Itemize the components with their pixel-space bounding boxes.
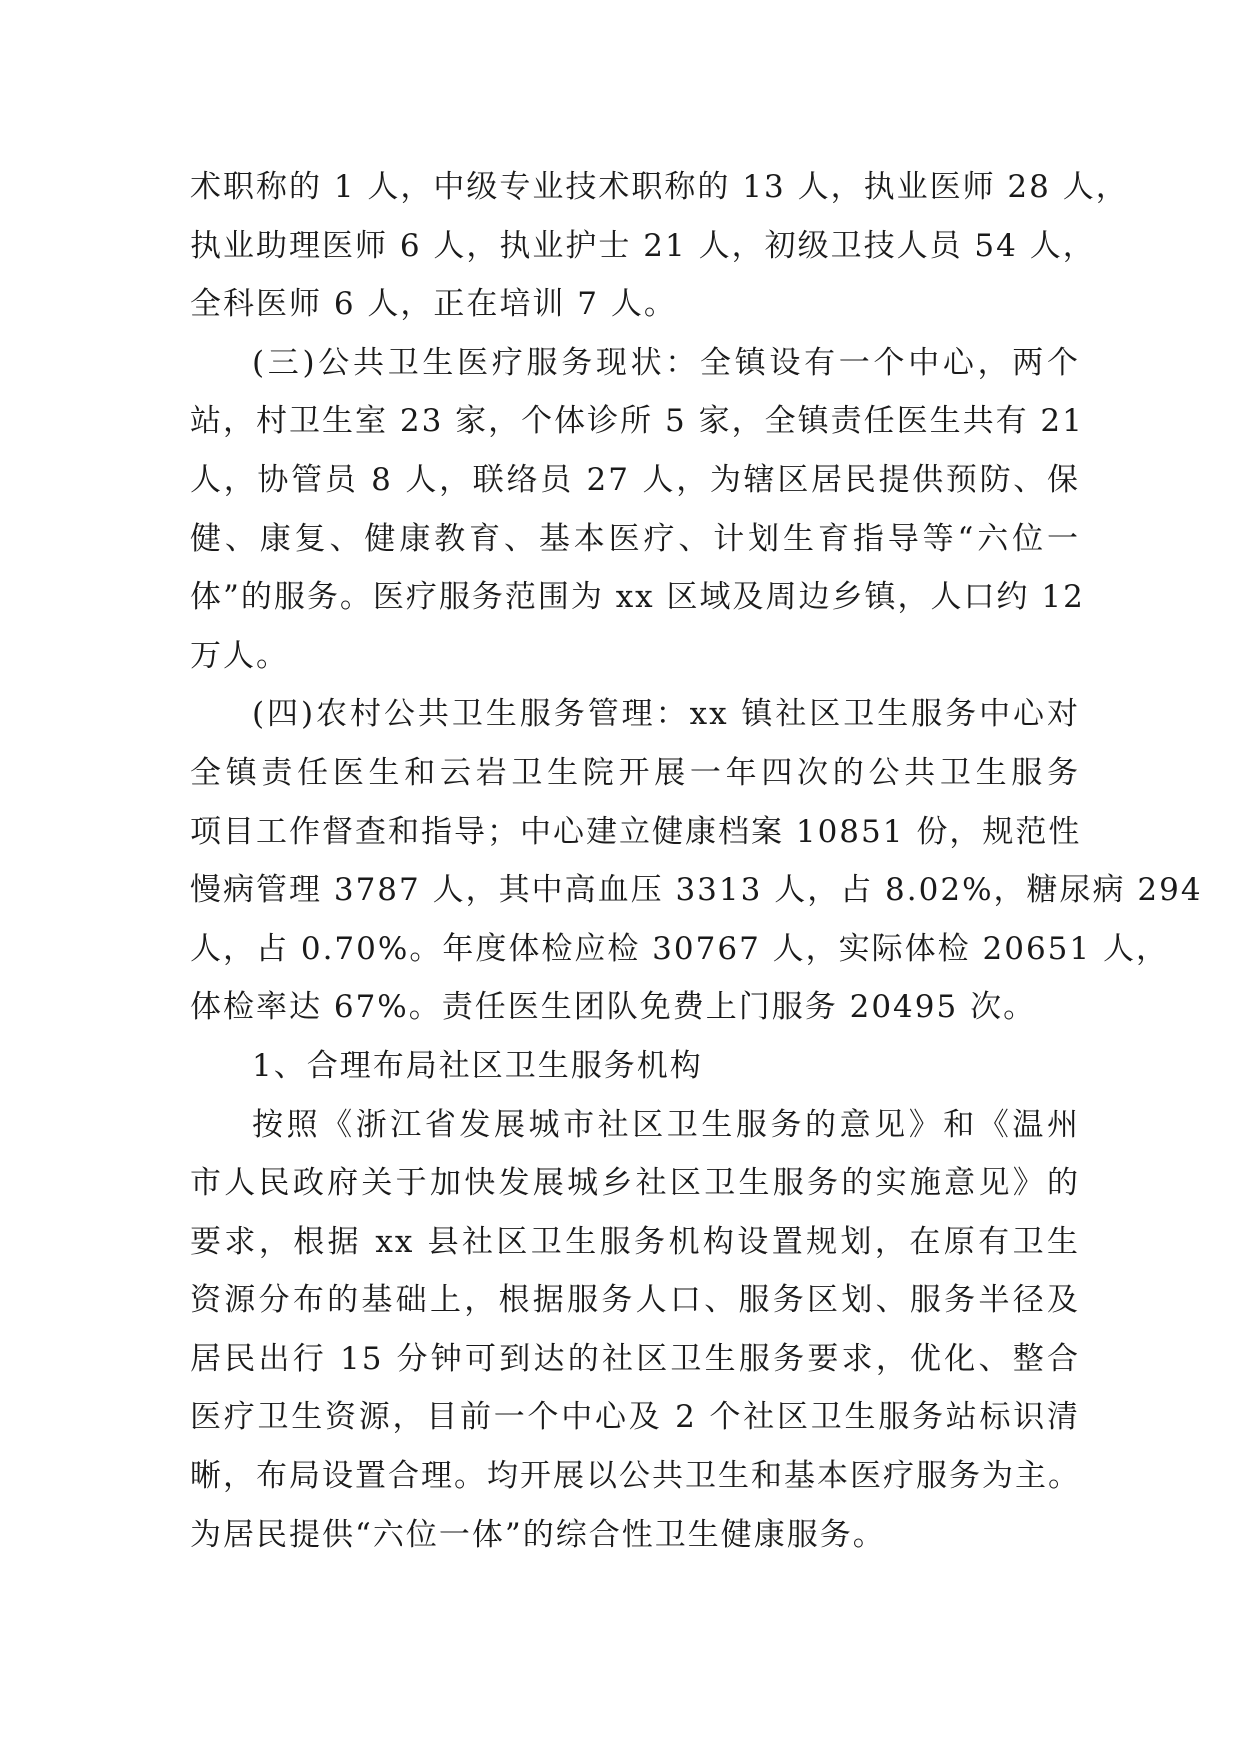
paragraph-line: 万人。: [190, 637, 289, 674]
paragraph-line: 慢病管理 3787 人，其中高血压 3313 人，占 8.02%，糖尿病 294: [190, 872, 1203, 909]
paragraph-first-line: 1、合理布局社区卫生服务机构: [252, 1047, 703, 1084]
paragraph-line: 体”的服务。医疗服务范围为 xx 区域及周边乡镇，人口约 12: [190, 579, 1085, 616]
paragraph-line: 要求，根据 xx 县社区卫生服务机构设置规划，在原有卫生: [190, 1223, 1080, 1260]
paragraph-line: 医疗卫生资源，目前一个中心及 2 个社区卫生服务站标识清: [190, 1399, 1080, 1436]
paragraph-line: 市人民政府关于加快发展城乡社区卫生服务的实施意见》的: [190, 1165, 1080, 1202]
paragraph-line: 为居民提供“六位一体”的综合性卫生健康服务。: [190, 1516, 886, 1553]
paragraph-line: 健、康复、健康教育、基本医疗、计划生育指导等“六位一: [190, 520, 1080, 557]
paragraph-first-line: (三)公共卫生医疗服务现状：全镇设有一个中心，两个: [252, 344, 1080, 381]
paragraph-line: 晰，布局设置合理。均开展以公共卫生和基本医疗服务为主。: [190, 1458, 1081, 1495]
paragraph-line: 居民出行 15 分钟可到达的社区卫生服务要求，优化、整合: [190, 1340, 1080, 1377]
paragraph-line: 体检率达 67%。责任医生团队免费上门服务 20495 次。: [190, 989, 1037, 1026]
paragraph-line: 全科医师 6 人，正在培训 7 人。: [190, 286, 677, 323]
document-body: [190, 158, 1203, 1564]
paragraph-line: 全镇责任医生和云岩卫生院开展一年四次的公共卫生服务: [190, 754, 1080, 791]
paragraph-line: 资源分布的基础上，根据服务人口、服务区划、服务半径及: [190, 1282, 1080, 1319]
paragraph-line: 站，村卫生室 23 家，个体诊所 5 家，全镇责任医生共有 21: [190, 403, 1084, 440]
paragraph-first-line: (四)农村公共卫生服务管理：xx 镇社区卫生服务中心对: [252, 696, 1080, 733]
paragraph-line: 人，占 0.70%。年度体检应检 30767 人，实际体检 20651 人，: [190, 930, 1169, 967]
paragraph-line: 项目工作督查和指导；中心建立健康档案 10851 份，规范性: [190, 813, 1082, 850]
paragraph-line: 人，协管员 8 人，联络员 27 人，为辖区居民提供预防、保: [190, 461, 1080, 498]
paragraph-line: 术职称的 1 人，中级专业技术职称的 13 人，执业医师 28 人，: [190, 169, 1129, 205]
paragraph-first-line: 按照《浙江省发展城市社区卫生服务的意见》和《温州: [252, 1106, 1080, 1143]
paragraph-line: 执业助理医师 6 人，执业护士 21 人，初级卫技人员 54 人，: [190, 227, 1096, 264]
